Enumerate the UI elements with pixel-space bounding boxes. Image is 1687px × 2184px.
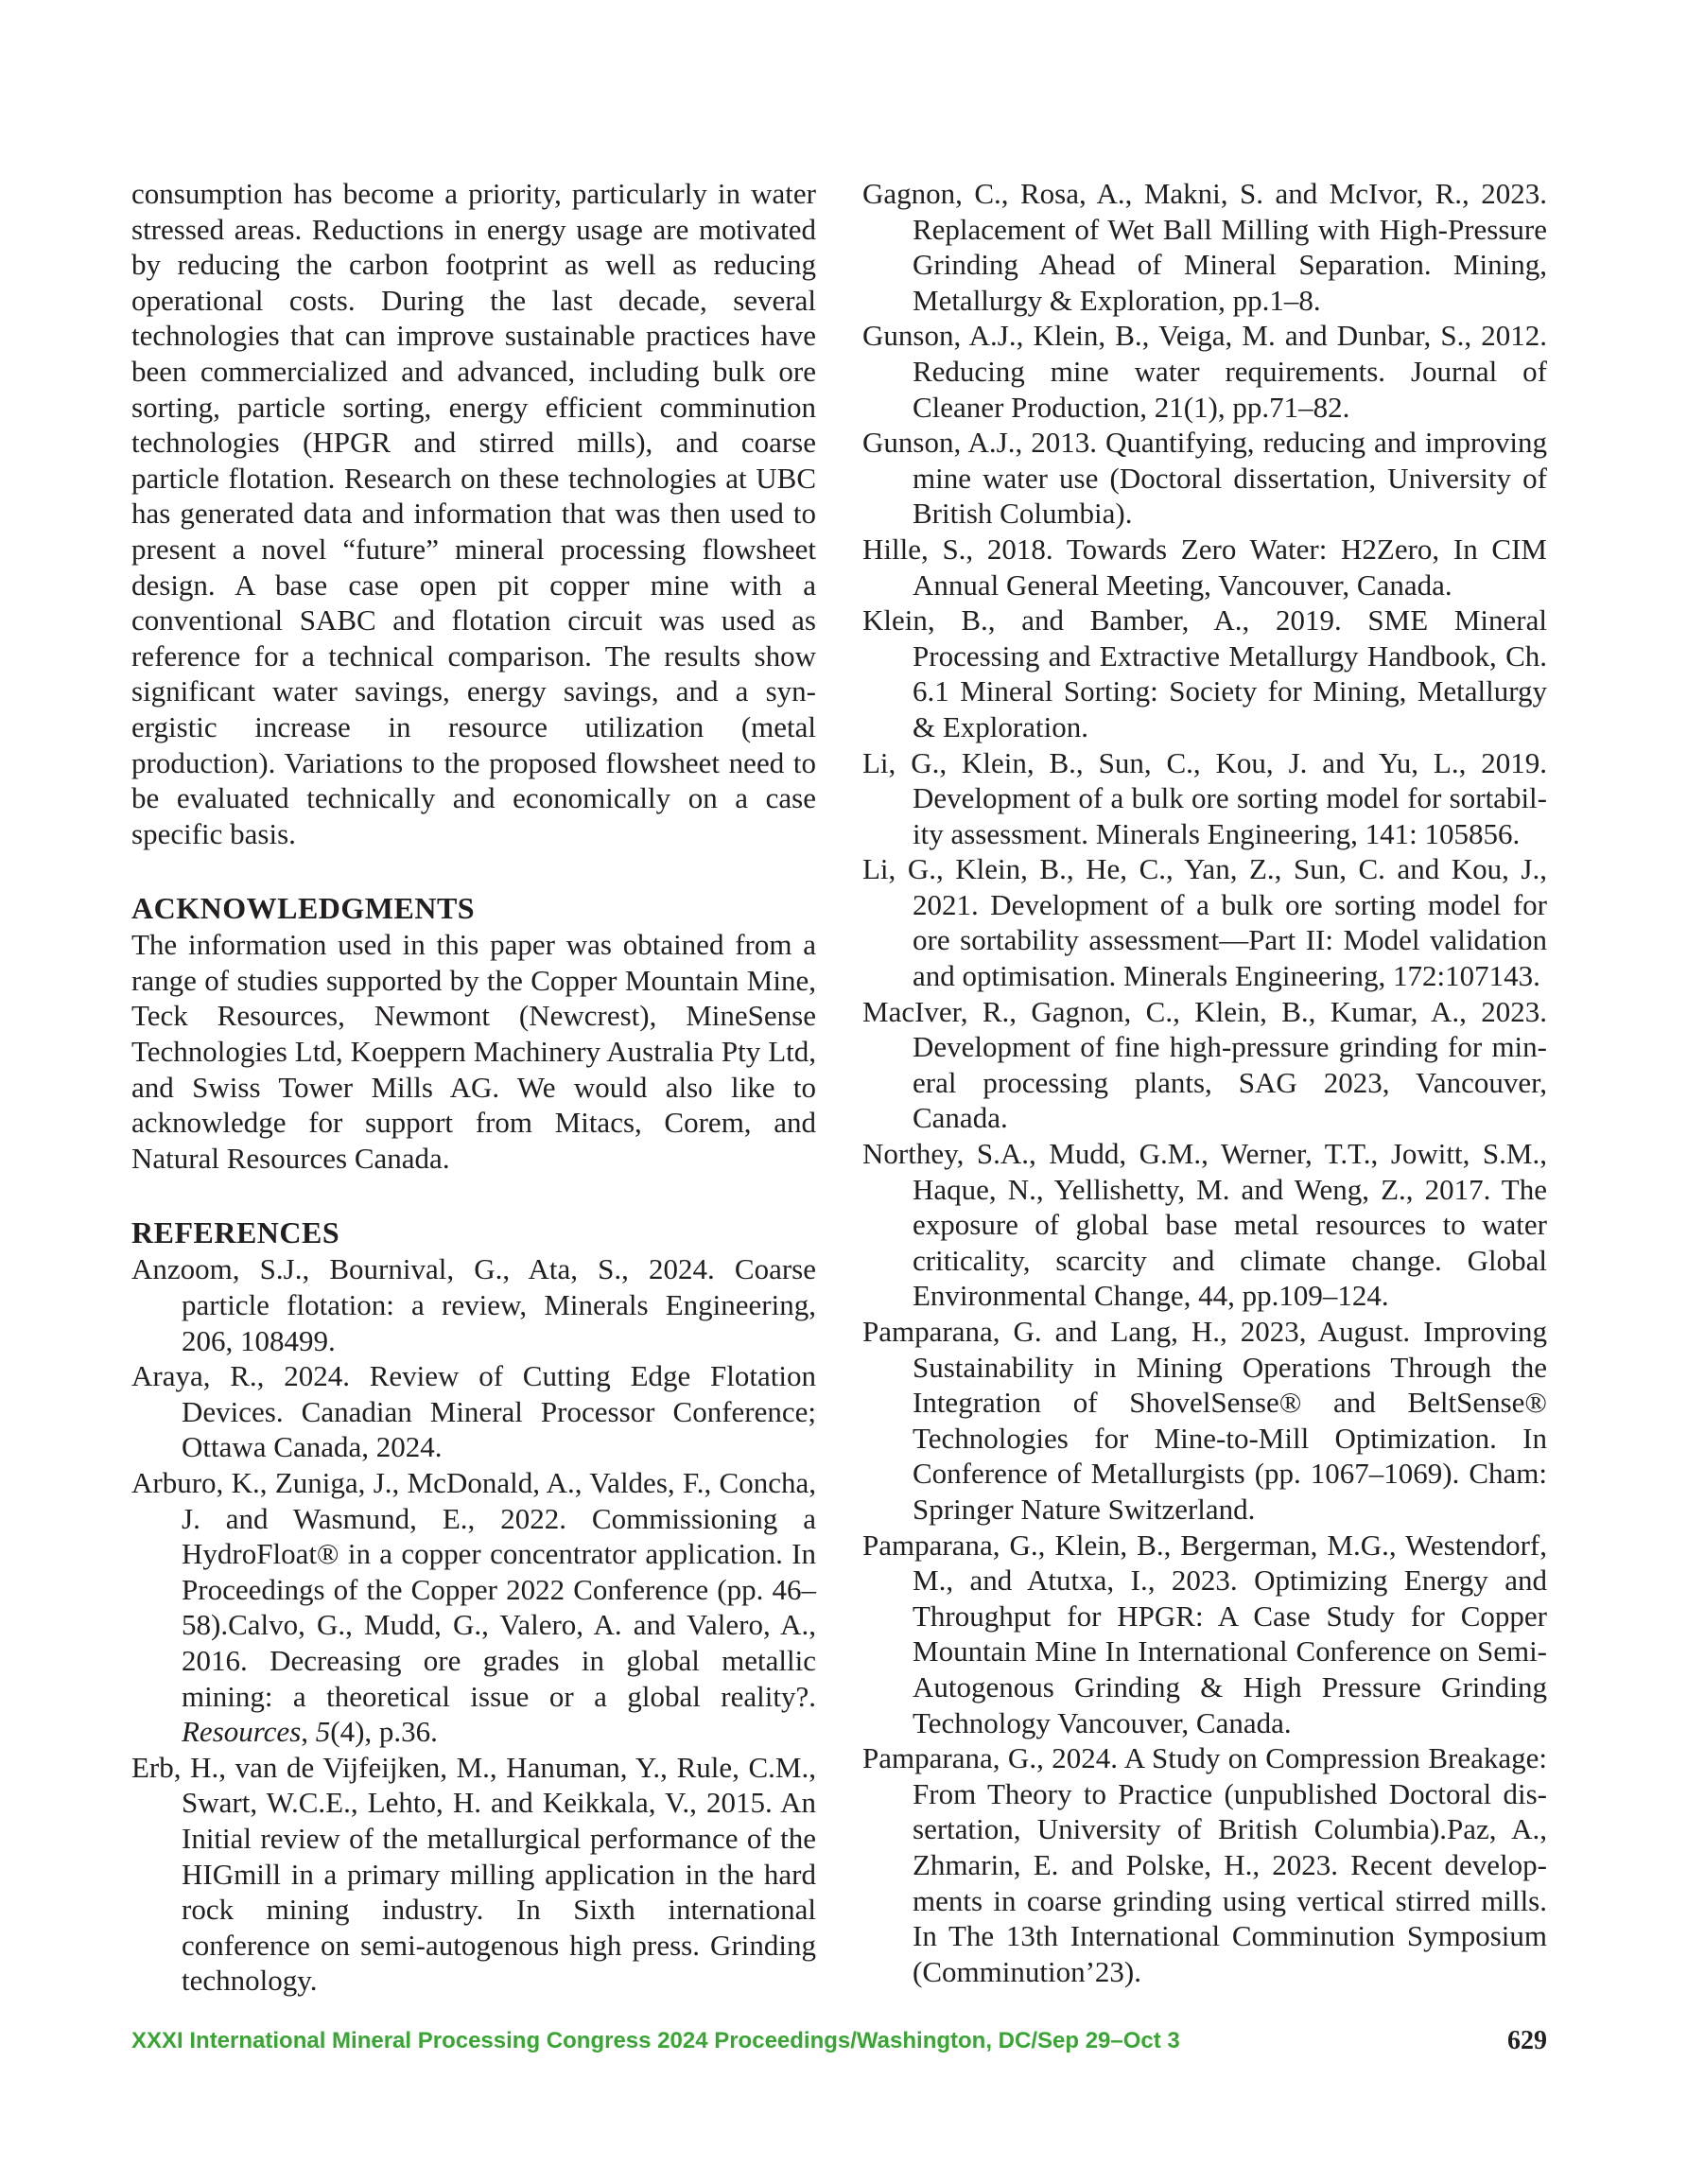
conclusion-paragraph: consumption has become a priority, particularly in water stressed areas. Reductions in energy usage are motivated by reducing the carbon footprint as well as reducing operational costs. During the last decade, several technologies that can improve sustainable practices have been commercialized and advanced, including bulk ore sorting, particle sorting, energy efficient comminution technologies (HPGR and stirred mills), and coarse particle flotation. Research on these technologies at UBC has generated data and information that was then used to present a novel “future” mineral processing flowsheet design. A base case open pit copper mine with a conventional SABC and flotation circuit was used as reference for a technical comparison. The results show significant water savings, energy savings, and a synergistic increase in resource utilization (metal production). Variations to the proposed flowsheet need to be evaluated technically and economically on a case specific basis. bbox=[131, 177, 816, 850]
reference-journal: Resources bbox=[182, 1715, 302, 1749]
reference-entry: Hille, S., 2018. Towards Zero Water: H2Zero, In CIM Annual General Meeting, Vancouver, Canada. bbox=[862, 532, 1547, 602]
reference-entry: Li, G., Klein, B., Sun, C., Kou, J. and Yu, L., 2019. Development of a bulk ore sorting model for sortability assessment. Minerals Engineering, 141: 105856. bbox=[862, 745, 1547, 850]
page-footer bbox=[131, 2022, 1547, 2060]
acknowledgments-paragraph: The information used in this paper was obtained from a range of studies supported by the Copper Mountain Mine, Teck Resources, Newmont (Newcrest), MineSense Technologies Ltd, Koeppern Machinery Australia Pty Ltd, and Swiss Tower Mills AG. We would also like to acknowledge for support from Mitacs, Corem, and Natural Resources Canada. bbox=[131, 928, 816, 1175]
reference-entry: Anzoom, S.J., Bournival, G., Ata, S., 2024. Coarse particle flotation: a review, Minerals Engineering, 206, 108499. bbox=[131, 1252, 816, 1357]
reference-entry: MacIver, R., Gagnon, C., Klein, B., Kumar, A., 2023. Development of fine high-pressure grinding for mineral processing plants, SAG 2023, Vancouver, Canada. bbox=[862, 994, 1547, 1135]
reference-issue-pages: (4), p.36. bbox=[330, 1715, 438, 1749]
left-column bbox=[131, 176, 816, 1999]
reference-entry: Araya, R., 2024. Review of Cutting Edge Flotation Devices. Canadian Mineral Processor Conference; Ottawa Canada, 2024. bbox=[131, 1359, 816, 1464]
reference-entry: Northey, S.A., Mudd, G.M., Werner, T.T., Jowitt, S.M., Haque, N., Yellishetty, M. and Weng, Z., 2017. The exposure of global base metal resources to water criticality, scarcity and climate change. Global Environmental Change, 44, pp.109–124. bbox=[862, 1137, 1547, 1313]
reference-entry: Pamparana, G. and Lang, H., 2023, August. Improving Sustainability in Mining Operations Through the Integration of ShovelSense® and BeltSense® Technologies for Mine-to-Mill Optimization. In Conference of Metallurgists (pp. 1067–1069). Cham: Springer Nature Switzerland. bbox=[862, 1315, 1547, 1526]
reference-entry: Gunson, A.J., Klein, B., Veiga, M. and Dunbar, S., 2012. Reducing mine water requirements. Journal of Cleaner Production, 21(1), pp.71–82. bbox=[862, 319, 1547, 424]
reference-entry: Pamparana, G., 2024. A Study on Compression Breakage: From Theory to Practice (unpublished Doctoral dissertation, University of British Columbia).Paz, A., Zhmarin, E. and Polske, H., 2023. Recent developments in coarse grinding using vertical stirred mills. In The 13th International Comminution Symposium (Comminution’23). bbox=[862, 1741, 1547, 1988]
conference-title: XXXI International Mineral Processing Congress 2024 Proceedings/Washington, DC/Sep 29–Oct 3 bbox=[131, 2028, 1180, 2053]
right-column bbox=[862, 176, 1547, 1989]
references-heading: REFERENCES bbox=[131, 1215, 340, 1250]
reference-comma: , bbox=[301, 1715, 316, 1749]
reference-entry: Pamparana, G., Klein, B., Bergerman, M.G., Westendorf, M., and Atutxa, I., 2023. Optimizing Energy and Throughput for HPGR: A Case Study for Copper Mountain Mine In International Conference on Semi-Autogenous Grinding & High Pressure Grinding Technology Vancouver, Canada. bbox=[862, 1528, 1547, 1739]
reference-entry-arburo bbox=[131, 1465, 816, 1750]
reference-entry: Gunson, A.J., 2013. Quantifying, reducing and improving mine water use (Doctoral dissertation, University of British Columbia). bbox=[862, 426, 1547, 531]
acknowledgments-heading: ACKNOWLEDGMENTS bbox=[131, 891, 476, 926]
reference-entry: Klein, B., and Bamber, A., 2019. SME Mineral Processing and Extractive Metallurgy Handbook, Ch. 6.1 Mineral Sorting: Society for Mining, Metallurgy & Exploration. bbox=[862, 603, 1547, 743]
reference-entry: Li, G., Klein, B., He, C., Yan, Z., Sun, C. and Kou, J., 2021. Development of a bulk ore sorting model for ore sortability assessment—Part II: Model validation and optimisation. Minerals Engineering, 172:107143. bbox=[862, 852, 1547, 993]
page-number: 629 bbox=[1507, 2026, 1547, 2055]
reference-entry: Gagnon, C., Rosa, A., Makni, S. and McIvor, R., 2023. Replacement of Wet Ball Milling with High-Pressure Grinding Ahead of Mineral Separation. Mining, Metallurgy & Exploration, pp.1–8. bbox=[862, 177, 1547, 317]
reference-entry: Erb, H., van de Vijfeijken, M., Hanuman, Y., Rule, C.M., Swart, W.C.E., Lehto, H. and Keikkala, V., 2015. An Initial review of the metallurgical performance of the HIGmill in a primary milling application in the hard rock mining industry. In Sixth international conference on semi-autogenous high press. Grinding technology. bbox=[131, 1750, 816, 1998]
reference-volume: 5 bbox=[315, 1715, 331, 1749]
reference-text: Arburo, K., Zuniga, J., McDonald, A., Valdes, F., Concha, J. and Wasmund, E., 2022. Commissioning a HydroFloat® in a copper concentrator application. In Proceedings of the Copper 2022 Conference (pp. 46–58).Calvo, G., Mudd, G., Valero, A. and Valero, A., 2016. Decreasing ore grades in global metallic mining: a theoretical issue or a global reality?. bbox=[131, 1466, 816, 1713]
